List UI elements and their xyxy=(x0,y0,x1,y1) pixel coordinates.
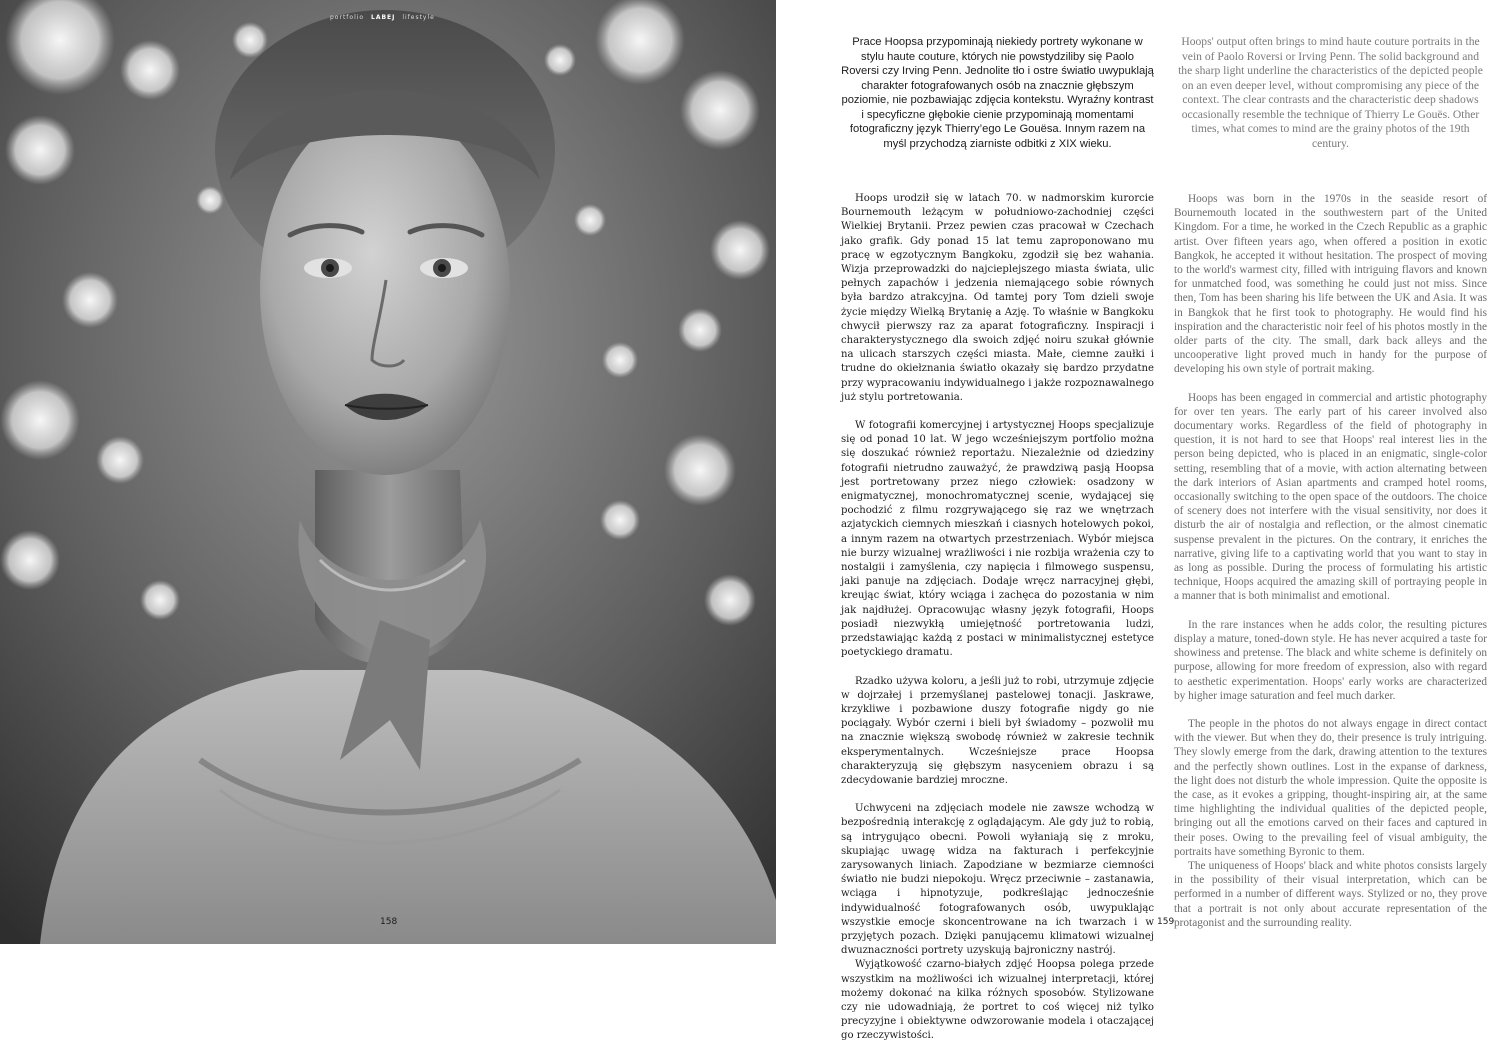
page-number-left: 158 xyxy=(380,917,398,927)
body-paragraph-pl: Hoops urodził się w latach 70. w nadmorskim kurorcie Bournemouth leżącym w południowo-zachodniej części Wielkiej Brytanii. Przez pewien czas pracował w Czechach jako grafik. Gdy ponad 15 lat temu zaproponowano mu pracę w egzotycznym Bangkoku, zgodził się bez wahania. Wizja przeprowadzki do najcieplejszego miasta świata, ulic pełnych zapachów i jedzenia niemającego sobie równych była bardzo atrakcyjna. Od tamtej pory Tom dzieli swoje życie między Wielką Brytanię a Azję. To właśnie w Bangkoku chwycił pierwszy raz za aparat fotograficzny. Inspiracji i charakterystycznego dla swoich zdjęć noiru szukał głównie na ulicach starszych części miasta. Małe, ciemne zaułki i trudne do okiełznania światło okazały się bardzo przydatne przy wypracowaniu indywidualnego i jakże rozpoznawalnego już stylu portretowania. xyxy=(841,193,1154,403)
body-paragraph-pl: Rzadko używa koloru, a jeśli już to robi, utrzymuje zdjęcie w dojrzałej i przemyślanej pastelowej tonacji. Jaskrawe, krzykliwe i pozbawione duszy fotografie nigdy go nie pociągały. Wybór czerni i bieli był świadomy – pozwolił mu na znacznie większą swobodę również w zakresie technik eksperymentalnych. Wcześniejsze prace Hoopsa charakteryzują się głębszym nasyceniem obrazu i są zdecydowanie bardziej mroczne. xyxy=(841,675,1154,786)
body-paragraph-pl: W fotografii komercyjnej i artystycznej Hoops specjalizuje się od ponad 10 lat. W jego wcześniejszym portfolio można się doszukać również reportażu. Niezależnie od dziedziny fotografii nietrudno zauważyć, że prawdziwą pasją Hoopsa jest portretowany przez niego człowiek: osadzony w enigmatycznej, monochromatycznej scenie, wydającej się pochodzić z filmu rozgrywającego się raz we wnętrzach azjatyckich ciemnych mieszkań i ciasnych hotelowych pokoi, a innym razem na otwartych przestrzeniach. Wybór miejsca nie burzy wizualnej wrażliwości i nie rozbija wrażenia czy to nostalgii i zamyślenia, czy napięcia i filmowego suspensu, jaki panuje na zdjęciach. Dodaje wręcz narracyjnej głębi, kreując świat, który wciąga i zachęca do pozostania w nim jak najdłużej. Opracowując własny język fotografii, Hoops posiadł niezwykłą umiejętność portretowania ludzi, przedstawiając każdą z postaci w minimalistycznej estetyce poetyckiego dramatu. xyxy=(841,420,1154,659)
body-column-en xyxy=(1174,192,1487,944)
body-paragraph-en: In the rare instances when he adds color, the resulting pictures display a mature, toned-down style. He has never acquired a taste for showiness and pretense. The black and white scheme is definitely on purpose, allowing for more freedom of expression, also with regard to aesthetic experimentation. Hoops' early works are characterized by higher image saturation and feel much darker. xyxy=(1174,618,1487,702)
body-column-pl xyxy=(841,192,1154,1058)
portrait-illustration xyxy=(0,0,776,944)
running-head-brand: LABEJ xyxy=(371,14,396,21)
body-paragraph-en: Hoops was born in the 1970s in the seaside resort of Bournemouth located in the southwestern part of the United Kingdom. For a time, he worked in the Czech Republic as a graphic artist. Over fifteen years ago, when offered a position in exotic Bangkok, he accepted it without hesitation. The prospect of moving to the world's warmest city, filled with intriguing flavors and known for unmatched food, was something he could just not miss. Since then, Tom has been sharing his life between the UK and Asia. It was in Bangkok that he first took to photography. He would find his inspiration and the characteristic noir feel of his photos mostly in the older parts of the city. The small, dark back alleys and the uncooperative light proved much in handy for the purpose of developing his own style of portrait making. xyxy=(1174,193,1487,376)
portrait-photo xyxy=(0,0,776,944)
body-paragraph-en: The people in the photos do not always engage in direct contact with the viewer. But when they do, their presence is truly intriguing. They slowly emerge from the dark, drawing attention to the textures and the perfectly shown outlines. Lost in the expanse of darkness, the light does not disturb the whole impression. Quite the opposite is the case, as it evokes a gripping, thought-inspiring air, at the same time highlighting the individual qualities of the depicted people, bringing out all the emotions carved on their faces and captured in their poses. Owing to the prevailing feel of visual ambiguity, the portraits have something Byronic to them. xyxy=(1174,717,1487,858)
page-number-right: 159 xyxy=(1157,917,1175,927)
lead-paragraph-pl: Prace Hoopsa przypominają niekiedy portrety wykonane w stylu haute couture, których nie powstydziliby się Paolo Roversi czy Irving Penn. Jednolite tło i ostre światło uwypuklają charakter fotografowanych osób na znacznie głębszym poziomie, nie pozbawiając zdjęcia kontekstu. Wyraźny kontrast i specyficzne głębokie cienie przypominają momentami fotograficzny język Thierry’ego Le Gouësa. Innym razem na myśl przychodzą ziarniste odbitki z XIX wieku. xyxy=(841,36,1154,150)
lead-paragraph-en: Hoops' output often brings to mind haute couture portraits in the vein of Paolo Roversi or Irving Penn. The solid background and the sharp light underline the characteristics of the depicted people on an even deeper level, without compromising any piece of the context. The clear contrasts and the characteristic deep shadows occasionally resemble the technique of Thierry Le Gouës. Other times, what comes to mind are the grainy photos of the 19th century. xyxy=(1178,35,1483,150)
body-paragraph-pl: Uchwyceni na zdjęciach modele nie zawsze wchodzą w bezpośrednią interakcję z oglądającym. Ale gdy już to robią, są intrygująco obecni. Powoli wyłaniają się z mroku, skupiając uwagę widza na fakturach i perfekcyjnie zarysowanych liniach. Zapodziane w bezmiarze ciemności światło nie budzi niepokoju. Wręcz przeciwnie – zastanawia, wciąga i hipnotyzuje, podkreślając jednocześnie indywidualność fotografowanych osób, uwypuklając wszystkie emocje skoncentrowane na ich twarzach i w przyjętych pozach. Dzięki panującemu klimatowi wizualnej dwuznaczności portrety uzyskują bajroniczny nastrój. xyxy=(841,803,1154,957)
running-head-section: portfolio xyxy=(330,14,365,21)
running-head xyxy=(330,14,435,21)
running-head-category: lifestyle xyxy=(402,14,435,21)
body-paragraph-en: The uniqueness of Hoops' black and white photos consists largely in the possibility of their visual interpretation, which can be performed in a number of different ways. Stylized or no, they prove that a portrait is not only about accurate representation of the protagonist and the surrounding reality. xyxy=(1174,859,1487,929)
body-paragraph-pl: Wyjątkowość czarno-białych zdjęć Hoopsa polega przede wszystkim na możliwości ich wizualnej interpretacji, której możemy dokonać na kilka różnych sposobów. Stylizowane czy nie udowadniają, że portret to coś więcej niż tylko precyzyjne i obiektywne odwzorowanie modela i otaczającej go rzeczywistości. xyxy=(841,959,1154,1042)
body-paragraph-en: Hoops has been engaged in commercial and artistic photography for over ten years. The early part of his career involved also documentary works. Regardless of the field of photography in question, it is not hard to see that Hoops' real interest lies in the person being depicted, who is placed in an enigmatic, single-color setting, resembling that of a movie, with action alternating between the dark interiors of Asian apartments and cramped hotel rooms, occasionally switching to the open space of the outdoors. The choice of scenery does not interfere with the visual sensitivity, nor does it disturb the air of nostalgia and reflection, or the almost cinematic suspense prevalent in the pictures. On the contrary, it enriches the narrative, giving life to a captivating world that you want to stay in as long as possible. During the process of formulating his artistic technique, Hoops acquired the amazing skill of portraying people in a manner that is both minimalist and emotional. xyxy=(1174,391,1487,603)
